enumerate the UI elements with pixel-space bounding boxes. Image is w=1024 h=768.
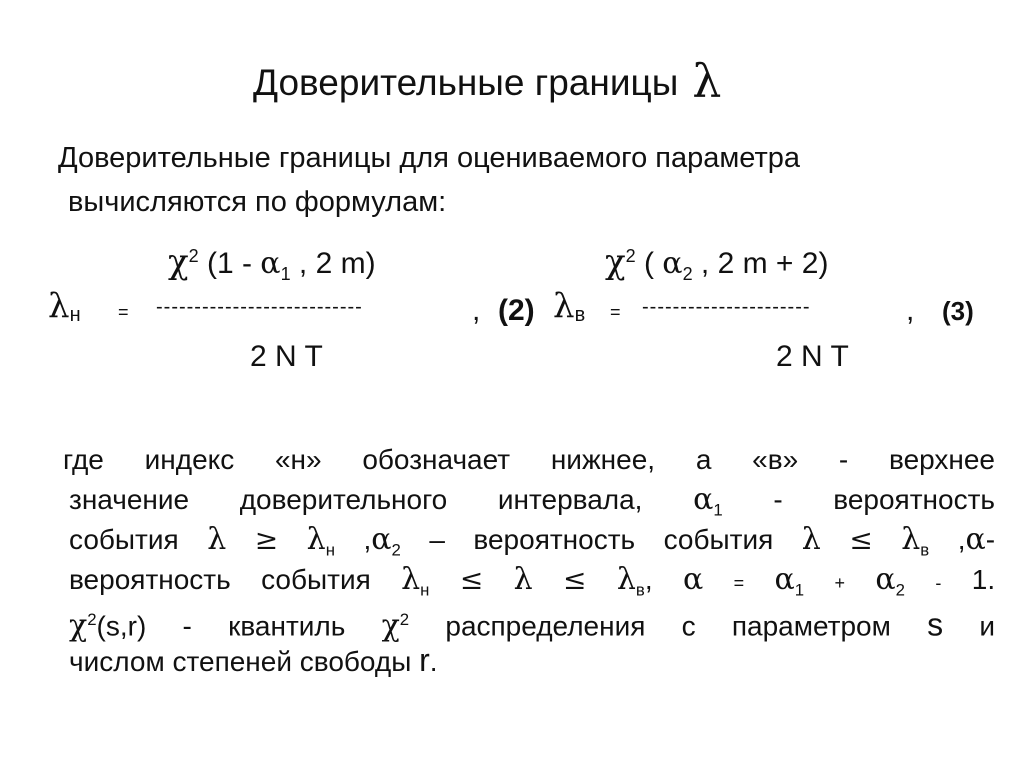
- formula-2-equals: =: [118, 302, 129, 322]
- formula-3-fraction-line: ----------------------: [642, 296, 811, 318]
- explanation-line-1: где индекс «н» обозначает нижнее, а «в» - верхнее: [63, 444, 995, 475]
- intro-line-1: Доверительные границы для оцениваемого параметра: [58, 142, 801, 174]
- explanation-line-2: значение доверительного интервала, $\alpha_1$ - вероятность: [69, 482, 995, 520]
- explanation-line-3: события $\lambda \ge \lambda_н$ $,\alpha_2$ – вероятность события $\lambda \le \lambda_в$ ,α-: [69, 522, 996, 560]
- intro-line-2: вычисляются по формулам:: [68, 186, 447, 218]
- lambda-symbol: λ: [692, 54, 722, 108]
- formula-2-denominator: 2 N T: [250, 340, 323, 373]
- formula-3-label: (3): [942, 296, 974, 326]
- formula-2-numerator: $\chi^2$ ($1 - \alpha_1$ , 2 m): [168, 242, 376, 284]
- formula-2-lhs: $\lambda_н$: [48, 286, 81, 327]
- formula-2-fraction-line: ---------------------------: [156, 296, 363, 318]
- formula-2-label: (2): [498, 294, 535, 327]
- formula-3-denominator: 2 N T: [776, 340, 849, 373]
- explanation-line-5: $\chi^2(s,r)$ - квантиль $\chi^2$ распределения с параметром s и: [69, 606, 995, 644]
- formula-2-comma: ,: [472, 294, 481, 327]
- explanation-paragraph: [55, 440, 995, 680]
- title-text: Доверительные границы: [253, 62, 679, 103]
- explanation-line-6: числом степеней свободы r.: [69, 642, 438, 678]
- explanation-line-4: вероятность события $\lambda_н \le \lambda \le \lambda_в$, $\alpha = \alpha_1 + \alpha_2 - 1$.: [69, 562, 996, 600]
- formula-3-equals: =: [610, 302, 621, 322]
- formula-3-comma: ,: [906, 294, 915, 327]
- slide-title: [253, 52, 721, 106]
- formula-3-numerator: $\chi^2$ ( $\alpha_2$ , 2 m + 2): [605, 242, 829, 284]
- formula-3-lhs: $\lambda_в$: [553, 286, 586, 327]
